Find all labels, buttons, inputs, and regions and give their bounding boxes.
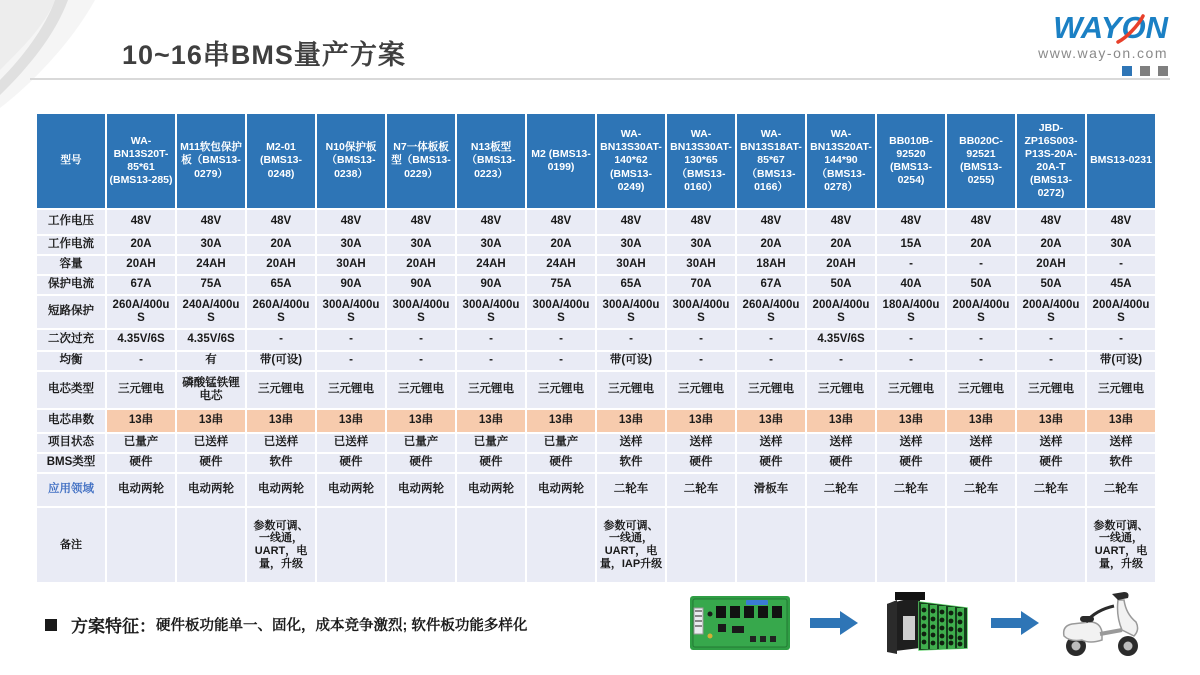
table-row (37, 276, 1155, 294)
row-label: 保护电流 (37, 276, 105, 294)
table-row (37, 352, 1155, 370)
table-cell: 三元锂电 (1017, 372, 1085, 408)
table-cell (877, 508, 945, 582)
table-cell: 三元锂电 (807, 372, 875, 408)
table-cell: 三元锂电 (947, 372, 1015, 408)
table-cell: 13串 (317, 410, 385, 432)
column-header-model: BMS13-0231 (1087, 114, 1155, 208)
table-cell: 有 (177, 352, 245, 370)
table-cell: 三元锂电 (1087, 372, 1155, 408)
table-cell: 电动两轮 (177, 474, 245, 506)
table-row (37, 210, 1155, 234)
table-cell: 30A (387, 236, 455, 254)
table-cell: 4.35V/6S (107, 330, 175, 350)
table-cell: 48V (667, 210, 735, 234)
row-label: 均衡 (37, 352, 105, 370)
table-cell: 带(可设) (1087, 352, 1155, 370)
table-cell: 200A/400uS (947, 296, 1015, 328)
table-cell (317, 508, 385, 582)
table-cell (737, 508, 805, 582)
table-cell: 24AH (457, 256, 525, 274)
table-cell: 三元锂电 (737, 372, 805, 408)
table-cell: 50A (1017, 276, 1085, 294)
table-cell: 电动两轮 (457, 474, 525, 506)
table-cell: 30A (597, 236, 665, 254)
column-header-model: WA-BN13S20T-85*61 (BMS13-285) (107, 114, 175, 208)
table-cell: - (667, 352, 735, 370)
table-cell: 48V (807, 210, 875, 234)
table-cell: - (947, 330, 1015, 350)
table-cell: 30A (317, 236, 385, 254)
column-header-model: N10保护板（BMS13-0238） (317, 114, 385, 208)
table-cell: 50A (947, 276, 1015, 294)
table-cell: - (457, 352, 525, 370)
column-header-model: M2-01 (BMS13-0248) (247, 114, 315, 208)
table-cell: 20A (1017, 236, 1085, 254)
table-cell: 三元锂电 (877, 372, 945, 408)
column-header-model: N7一体板板型（BMS13-0229） (387, 114, 455, 208)
table-cell: 参数可调、一线通，UART，电量，升级 (1087, 508, 1155, 582)
table-cell: 300A/400uS (527, 296, 595, 328)
table-cell: 硬件 (457, 454, 525, 472)
table-cell: 67A (737, 276, 805, 294)
table-cell: 70A (667, 276, 735, 294)
table-cell: 送样 (667, 434, 735, 452)
table-cell: - (107, 352, 175, 370)
table-cell: 48V (387, 210, 455, 234)
table-cell: 13串 (107, 410, 175, 432)
table-cell: 送样 (1087, 434, 1155, 452)
table-cell: - (527, 330, 595, 350)
table-cell: 24AH (527, 256, 595, 274)
table-cell: 300A/400uS (317, 296, 385, 328)
table-cell: 300A/400uS (457, 296, 525, 328)
table-cell: 65A (247, 276, 315, 294)
table-cell: 20AH (247, 256, 315, 274)
table-cell: 二轮车 (1017, 474, 1085, 506)
table-cell: 已量产 (527, 434, 595, 452)
page-title: 10~16串BMS量产方案 (122, 40, 406, 70)
table-cell: 20AH (387, 256, 455, 274)
table-cell: - (737, 330, 805, 350)
table-cell: 已量产 (457, 434, 525, 452)
table-cell: 参数可调、一线通，UART，电量，IAP升级 (597, 508, 665, 582)
table-row (37, 454, 1155, 472)
table-cell: 4.35V/6S (807, 330, 875, 350)
table-cell: 45A (1087, 276, 1155, 294)
table-cell: 20AH (107, 256, 175, 274)
table-cell: 48V (737, 210, 805, 234)
table-cell: 电动两轮 (387, 474, 455, 506)
table-cell: 送样 (597, 434, 665, 452)
table-cell: 260A/400uS (247, 296, 315, 328)
table-cell: 已量产 (107, 434, 175, 452)
logo-red-swoosh-icon (1116, 14, 1146, 44)
table-cell (177, 508, 245, 582)
column-header-model: BB010B-92520 (BMS13-0254) (877, 114, 945, 208)
gray-square-icon (1158, 66, 1168, 76)
column-header-model: WA-BN13S18AT-85*67（BMS13-0166） (737, 114, 805, 208)
table-cell: 三元锂电 (597, 372, 665, 408)
column-header-model: WA-BN13S20AT-144*90（BMS13-0278） (807, 114, 875, 208)
gray-square-icon (1140, 66, 1150, 76)
table-row (37, 474, 1155, 506)
table-cell: 48V (1017, 210, 1085, 234)
table-cell: 三元锂电 (457, 372, 525, 408)
table-cell: 13串 (527, 410, 595, 432)
table-cell: 电动两轮 (527, 474, 595, 506)
table-cell: 260A/400uS (737, 296, 805, 328)
table-cell: 300A/400uS (597, 296, 665, 328)
logo-url: www.way-on.com (1038, 45, 1168, 61)
row-label: 短路保护 (37, 296, 105, 328)
table-cell: 20A (247, 236, 315, 254)
row-label: 电芯类型 (37, 372, 105, 408)
table-cell: 20A (527, 236, 595, 254)
table-cell: 电动两轮 (247, 474, 315, 506)
table-cell: 软件 (247, 454, 315, 472)
table-cell (457, 508, 525, 582)
electric-scooter-icon (1056, 586, 1148, 660)
feature-text: 硬件板功能单一、固化，成本竞争激烈; 软件板功能多样化 (156, 618, 528, 634)
table-cell: 硬件 (107, 454, 175, 472)
row-label: 电芯串数 (37, 410, 105, 432)
table-cell: 30A (457, 236, 525, 254)
table-cell: 180A/400uS (877, 296, 945, 328)
row-label: 应用领域 (37, 474, 105, 506)
table-cell: 带(可设) (597, 352, 665, 370)
table-cell: 13串 (947, 410, 1015, 432)
column-header-model: BB020C-92521 (BMS13-0255) (947, 114, 1015, 208)
table-cell: 30AH (667, 256, 735, 274)
table-cell: - (597, 330, 665, 350)
table-cell: 48V (457, 210, 525, 234)
table-cell: 13串 (667, 410, 735, 432)
table-cell: 24AH (177, 256, 245, 274)
table-cell: 20AH (807, 256, 875, 274)
table-cell: 二轮车 (877, 474, 945, 506)
table-cell: 48V (317, 210, 385, 234)
table-cell: 48V (247, 210, 315, 234)
table-cell: 硬件 (947, 454, 1015, 472)
feature-statement (45, 612, 527, 637)
column-header-model: JBD-ZP16S003-P13S-20A-20A-T (BMS13-0272) (1017, 114, 1085, 208)
table-cell: - (1087, 330, 1155, 350)
table-cell: 二轮车 (667, 474, 735, 506)
table-cell: 240A/400uS (177, 296, 245, 328)
table-cell: - (947, 256, 1015, 274)
table-cell: 13串 (807, 410, 875, 432)
table-cell: 三元锂电 (387, 372, 455, 408)
table-cell: 送样 (807, 434, 875, 452)
logo-wordmark: WAYON (1053, 10, 1168, 45)
table-cell: 13串 (387, 410, 455, 432)
table-cell: 48V (877, 210, 945, 234)
wayon-logo (1018, 12, 1168, 76)
table-cell: 13串 (1017, 410, 1085, 432)
table-cell: 20A (737, 236, 805, 254)
table-cell: - (1087, 256, 1155, 274)
table-cell: 40A (877, 276, 945, 294)
table-cell: 带(可设) (247, 352, 315, 370)
table-cell: 30A (667, 236, 735, 254)
column-header-model: N13板型（BMS13-0223） (457, 114, 525, 208)
table-cell: - (247, 330, 315, 350)
column-header-model: M11软包保护板（BMS13-0279） (177, 114, 245, 208)
table-cell: 二轮车 (947, 474, 1015, 506)
table-cell: 48V (1087, 210, 1155, 234)
table-cell: 50A (807, 276, 875, 294)
table-cell: 硬件 (667, 454, 735, 472)
table-cell (107, 508, 175, 582)
table-cell: 48V (107, 210, 175, 234)
table-cell: - (947, 352, 1015, 370)
table-row (37, 236, 1155, 254)
table-cell: 20A (947, 236, 1015, 254)
table-cell: 13串 (457, 410, 525, 432)
table-cell: 48V (597, 210, 665, 234)
table-cell (387, 508, 455, 582)
table-cell: - (317, 330, 385, 350)
table-cell: 13串 (737, 410, 805, 432)
table-cell: 30A (177, 236, 245, 254)
row-label: 项目状态 (37, 434, 105, 452)
bms-product-table (35, 112, 1157, 584)
table-cell: 4.35V/6S (177, 330, 245, 350)
table-cell: 三元锂电 (317, 372, 385, 408)
table-cell: 300A/400uS (387, 296, 455, 328)
column-header-model: WA-BN13S30AT-130*65 （BMS13-0160） (667, 114, 735, 208)
table-cell (1017, 508, 1085, 582)
row-label: 二次过充 (37, 330, 105, 350)
table-cell: 硬件 (527, 454, 595, 472)
table-cell (947, 508, 1015, 582)
table-cell: 67A (107, 276, 175, 294)
table-row (37, 256, 1155, 274)
table-cell (667, 508, 735, 582)
table-cell: 二轮车 (807, 474, 875, 506)
table-row (37, 508, 1155, 582)
table-cell: - (877, 330, 945, 350)
table-cell: 13串 (177, 410, 245, 432)
table-cell: 300A/400uS (667, 296, 735, 328)
table-cell: 13串 (247, 410, 315, 432)
table-cell: 硬件 (317, 454, 385, 472)
table-cell (527, 508, 595, 582)
table-cell: 硬件 (737, 454, 805, 472)
table-cell: 硬件 (177, 454, 245, 472)
table-cell: - (807, 352, 875, 370)
table-cell: 软件 (1087, 454, 1155, 472)
table-cell: 硬件 (387, 454, 455, 472)
table-cell: 送样 (947, 434, 1015, 452)
table-cell: 13串 (1087, 410, 1155, 432)
table-cell: 90A (387, 276, 455, 294)
table-cell: 30AH (597, 256, 665, 274)
row-label: 工作电流 (37, 236, 105, 254)
table-cell: 15A (877, 236, 945, 254)
table-cell: - (877, 256, 945, 274)
table-cell: 75A (177, 276, 245, 294)
table-row (37, 296, 1155, 328)
battery-pack-icon (875, 586, 975, 660)
row-label: 工作电压 (37, 210, 105, 234)
table-cell: 三元锂电 (527, 372, 595, 408)
table-cell: 90A (457, 276, 525, 294)
table-cell: - (317, 352, 385, 370)
table-row (37, 372, 1155, 408)
table-row (37, 434, 1155, 452)
blue-square-icon (1122, 66, 1132, 76)
bullet-square-icon (45, 619, 57, 631)
table-cell: 硬件 (877, 454, 945, 472)
table-cell: 二轮车 (597, 474, 665, 506)
table-cell: 电动两轮 (317, 474, 385, 506)
table-cell: 三元锂电 (247, 372, 315, 408)
table-cell: 三元锂电 (667, 372, 735, 408)
table-cell: 48V (177, 210, 245, 234)
table-cell (807, 508, 875, 582)
table-cell: - (737, 352, 805, 370)
table-cell: 30A (1087, 236, 1155, 254)
table-cell: 三元锂电 (107, 372, 175, 408)
table-cell: - (387, 330, 455, 350)
table-cell: 硬件 (807, 454, 875, 472)
column-header-model: WA-BN13S30AT-140*62 (BMS13-0249) (597, 114, 665, 208)
table-cell: 48V (947, 210, 1015, 234)
table-row (37, 410, 1155, 432)
table-cell: 已量产 (387, 434, 455, 452)
arrow-right-icon (991, 610, 1039, 636)
feature-label: 方案特征： (71, 617, 156, 636)
table-row (37, 330, 1155, 350)
table-cell: 已送样 (247, 434, 315, 452)
table-cell: - (1017, 330, 1085, 350)
table-cell: 200A/400uS (807, 296, 875, 328)
table-cell: - (877, 352, 945, 370)
row-label: BMS类型 (37, 454, 105, 472)
arrow-right-icon (810, 610, 858, 636)
table-cell: 75A (527, 276, 595, 294)
table-cell: 48V (527, 210, 595, 234)
table-cell: 电动两轮 (107, 474, 175, 506)
table-cell: 已送样 (177, 434, 245, 452)
table-cell: - (1017, 352, 1085, 370)
pcb-board-icon (688, 592, 793, 654)
table-cell: 滑板车 (737, 474, 805, 506)
table-cell: 参数可调、一线通，UART，电量，升级 (247, 508, 315, 582)
row-label: 容量 (37, 256, 105, 274)
logo-squares (1018, 66, 1168, 76)
table-cell: 送样 (1017, 434, 1085, 452)
table-cell: 送样 (737, 434, 805, 452)
table-cell: 20A (107, 236, 175, 254)
table-cell: 200A/400uS (1087, 296, 1155, 328)
table-cell: - (387, 352, 455, 370)
table-cell: - (457, 330, 525, 350)
table-cell: 硬件 (1017, 454, 1085, 472)
table-cell: 送样 (877, 434, 945, 452)
table-cell: 磷酸锰铁锂电芯 (177, 372, 245, 408)
table-cell: 200A/400uS (1017, 296, 1085, 328)
table-cell: 90A (317, 276, 385, 294)
table-cell: 65A (597, 276, 665, 294)
table-cell: 13串 (597, 410, 665, 432)
table-cell: 已送样 (317, 434, 385, 452)
table-cell: 软件 (597, 454, 665, 472)
column-header-model: M2 (BMS13-0199) (527, 114, 595, 208)
table-cell: 二轮车 (1087, 474, 1155, 506)
solution-flow-illustration (688, 582, 1148, 664)
table-cell: 260A/400uS (107, 296, 175, 328)
row-label: 备注 (37, 508, 105, 582)
header-divider (30, 78, 1170, 80)
table-cell: 18AH (737, 256, 805, 274)
corner-header-model: 型号 (37, 114, 105, 208)
table-cell: 20AH (1017, 256, 1085, 274)
table-cell: 30AH (317, 256, 385, 274)
table-cell: - (667, 330, 735, 350)
table-cell: 20A (807, 236, 875, 254)
table-cell: 13串 (877, 410, 945, 432)
table-cell: - (527, 352, 595, 370)
